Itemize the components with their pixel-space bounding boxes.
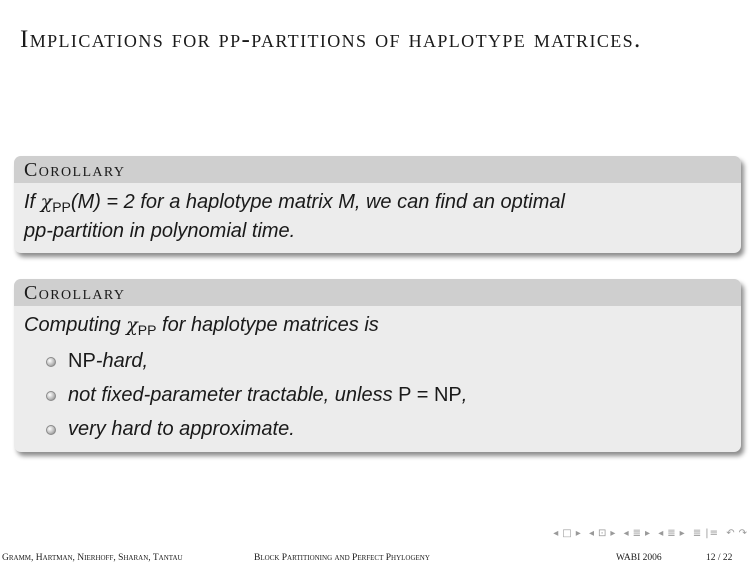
list-item: [44, 412, 731, 446]
corollary-block-2: [14, 279, 741, 452]
footer-title: Block Partitioning and Perfect Phylogeny: [254, 553, 430, 563]
statement-prefix: If: [24, 191, 41, 213]
list-item: [44, 344, 731, 378]
footer-event: WABI 2006: [616, 553, 662, 563]
chi-symbol: χ: [40, 191, 53, 213]
frame-title: Implications for pp-partitions of haplotype matrices.: [20, 26, 642, 53]
nav-next-subsection-icon[interactable]: ▸: [645, 528, 652, 539]
corollary-block-1: [14, 156, 741, 253]
nav-next-frame-icon[interactable]: ▸: [575, 528, 582, 539]
footer-authors: Gramm, Hartman, Nierhoff, Sharan, Tantau: [2, 553, 183, 563]
footer-page-number: 12 / 22: [706, 553, 733, 563]
list-item: [44, 378, 731, 412]
block-heading: Corollary: [14, 279, 741, 306]
statement-line-2: pp-partition in polynomial time.: [24, 220, 296, 242]
nav-subsection-icon[interactable]: ≣: [632, 528, 643, 539]
block-body: [14, 306, 741, 452]
nav-next-slide-icon[interactable]: ▸: [610, 528, 617, 539]
statement-main: (M) = 2 for a haplotype matrix M, we can find an optimal: [70, 191, 565, 213]
nav-document-icon[interactable]: ≣: [692, 528, 703, 539]
nav-slide-icon[interactable]: ⊡: [598, 528, 608, 539]
item-lead: very hard to approximate.: [68, 418, 295, 440]
bullet-icon: [46, 357, 56, 367]
nav-prev-frame-icon[interactable]: ◂: [553, 528, 560, 539]
nav-next-section-icon[interactable]: ▸: [679, 528, 686, 539]
item-rest: -hard,: [95, 350, 149, 372]
chi-subscript: PP: [137, 322, 157, 338]
statement-suffix: for haplotype matrices is: [156, 314, 379, 336]
block-body: [14, 183, 741, 253]
bullet-list: [24, 344, 731, 446]
nav-section-icon[interactable]: ≣: [667, 528, 677, 539]
nav-back-icon[interactable]: ↶: [726, 528, 736, 539]
chi-subscript: PP: [52, 199, 71, 215]
nav-forward-icon[interactable]: ↷: [738, 528, 748, 539]
nav-frame-icon[interactable]: □: [562, 528, 573, 539]
item-math: P = NP: [398, 384, 462, 406]
footline: [0, 549, 756, 567]
nav-appendix-icon[interactable]: |≡: [705, 528, 720, 539]
navigation-bar: [550, 528, 748, 539]
statement-prefix: Computing: [24, 314, 127, 336]
nav-prev-slide-icon[interactable]: ◂: [588, 528, 595, 539]
chi-symbol: χ: [126, 314, 138, 336]
nav-prev-subsection-icon[interactable]: ◂: [623, 528, 630, 539]
nav-prev-section-icon[interactable]: ◂: [658, 528, 665, 539]
item-lead: NP: [68, 350, 96, 372]
item-rest: ,: [461, 384, 468, 406]
bullet-icon: [46, 391, 56, 401]
block-heading: Corollary: [14, 156, 741, 183]
item-lead: not fixed-parameter tractable, unless: [68, 384, 399, 406]
bullet-icon: [46, 425, 56, 435]
